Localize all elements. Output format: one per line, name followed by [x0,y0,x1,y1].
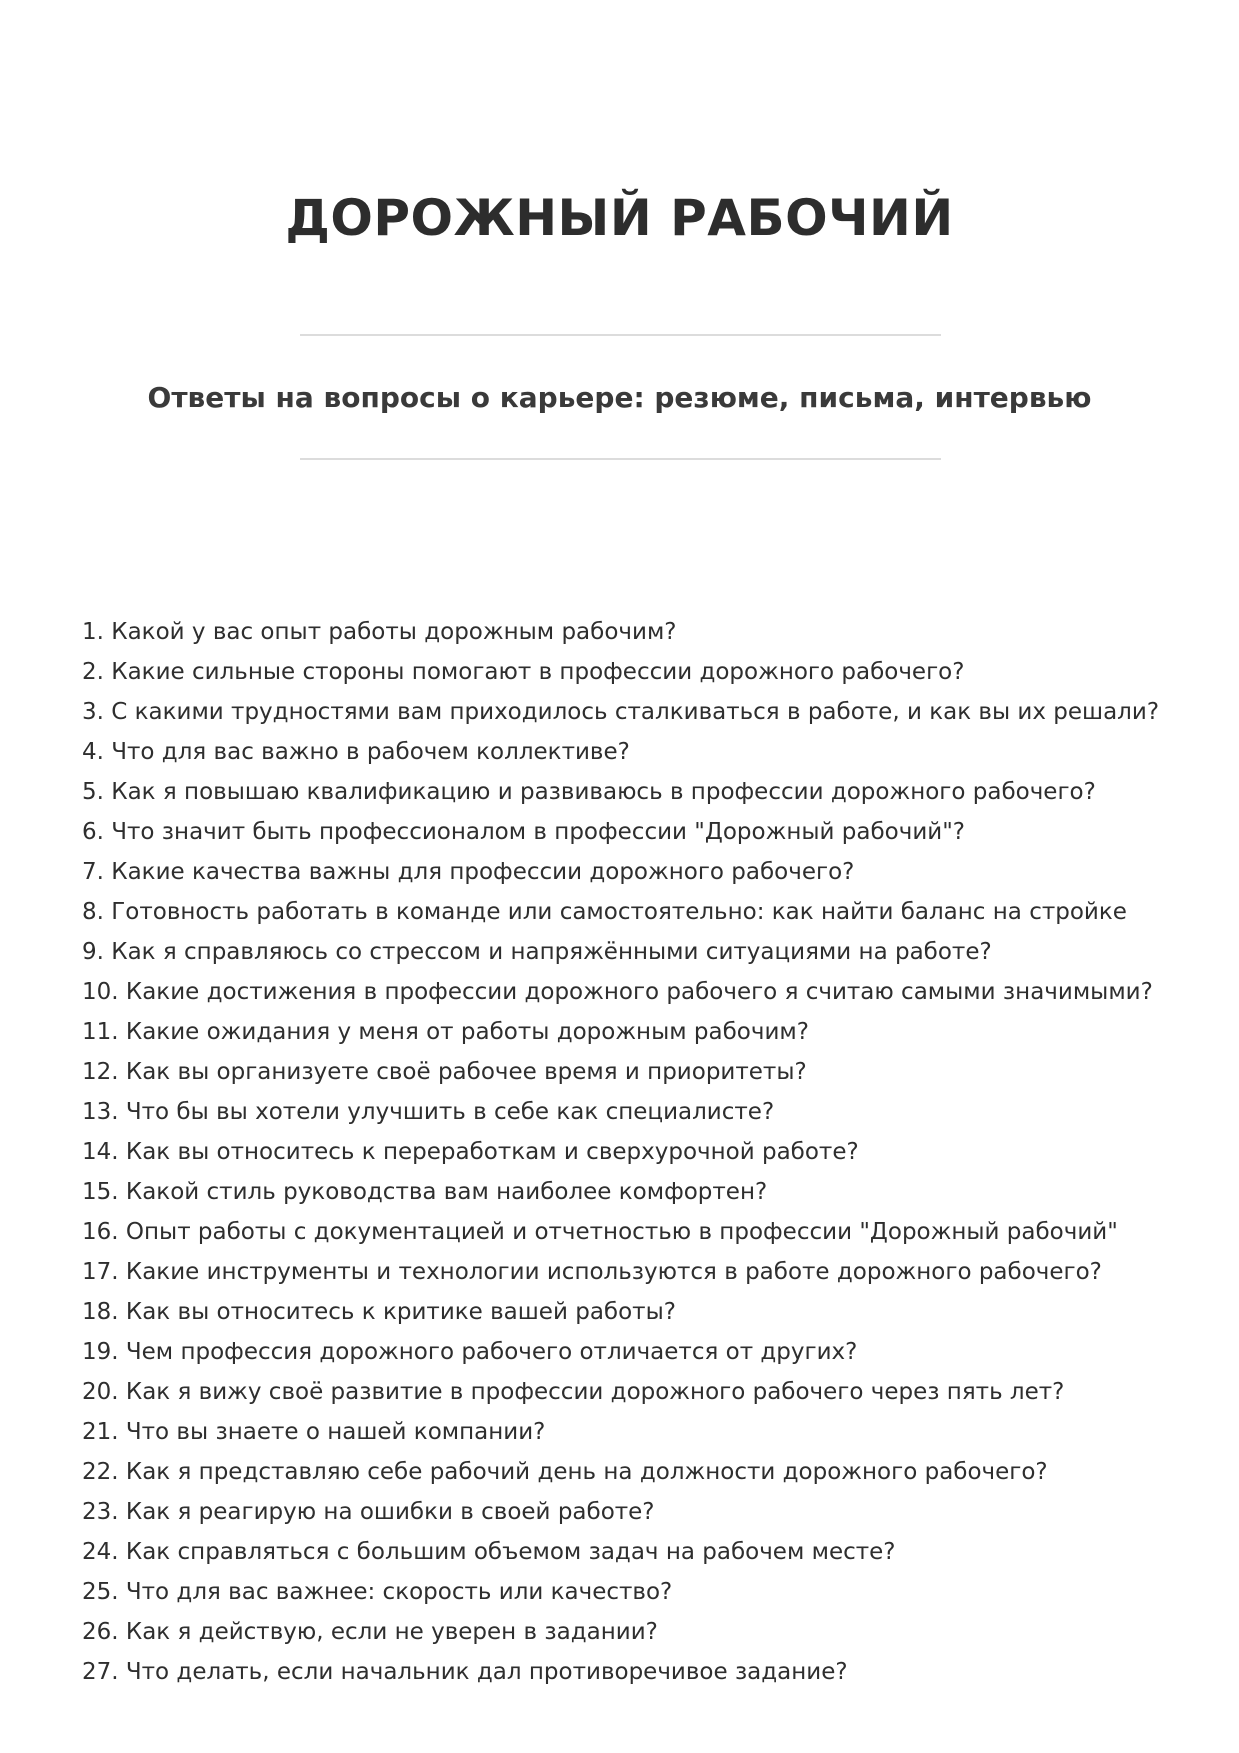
page-subtitle: Ответы на вопросы о карьере: резюме, письма, интервью [147,381,1092,414]
question-item: 5. Как я повышаю квалификацию и развиваюсь в профессии дорожного рабочего? [82,779,1096,805]
bottom-divider [300,458,941,460]
question-item: 6. Что значит быть профессионалом в профессии "Дорожный рабочий"? [82,819,965,845]
question-item: 2. Какие сильные стороны помогают в профессии дорожного рабочего? [82,659,965,685]
question-item: 7. Какие качества важны для профессии дорожного рабочего? [82,859,855,885]
question-item: 14. Как вы относитесь к переработкам и сверхурочной работе? [82,1139,859,1165]
question-list [82,612,1172,1692]
question-item: 21. Что вы знаете о нашей компании? [82,1419,546,1445]
question-item: 11. Какие ожидания у меня от работы дорожным рабочим? [82,1019,809,1045]
question-item: 26. Как я действую, если не уверен в задании? [82,1619,658,1645]
question-item: 13. Что бы вы хотели улучшить в себе как специалисте? [82,1099,775,1125]
question-item: 12. Как вы организуете своё рабочее время и приоритеты? [82,1059,807,1085]
question-item: 23. Как я реагирую на ошибки в своей работе? [82,1499,655,1525]
question-item: 3. С какими трудностями вам приходилось сталкиваться в работе, и как вы их решали? [82,699,1160,725]
question-item: 15. Какой стиль руководства вам наиболее комфортен? [82,1179,768,1205]
question-item: 17. Какие инструменты и технологии используются в работе дорожного рабочего? [82,1259,1102,1285]
page-title: ДОРОЖНЫЙ РАБОЧИЙ [285,189,954,247]
question-item: 25. Что для вас важнее: скорость или качество? [82,1579,673,1605]
question-item: 1. Какой у вас опыт работы дорожным рабочим? [82,619,677,645]
question-item: 20. Как я вижу своё развитие в профессии дорожного рабочего через пять лет? [82,1379,1065,1405]
question-item: 16. Опыт работы с документацией и отчетностью в профессии "Дорожный рабочий" [82,1219,1118,1245]
question-item: 22. Как я представляю себе рабочий день на должности дорожного рабочего? [82,1459,1048,1485]
question-item: 9. Как я справляюсь со стрессом и напряжёнными ситуациями на работе? [82,939,992,965]
top-divider [300,334,941,336]
question-item: 8. Готовность работать в команде или самостоятельно: как найти баланс на стройке [82,899,1127,925]
question-item: 10. Какие достижения в профессии дорожного рабочего я считаю самыми значимыми? [82,979,1153,1005]
question-item: 18. Как вы относитесь к критике вашей работы? [82,1299,676,1325]
question-item: 24. Как справляться с большим объемом задач на рабочем месте? [82,1539,896,1565]
question-item: 4. Что для вас важно в рабочем коллективе? [82,739,630,765]
question-item: 27. Что делать, если начальник дал противоречивое задание? [82,1659,848,1685]
question-item: 19. Чем профессия дорожного рабочего отличается от других? [82,1339,858,1365]
